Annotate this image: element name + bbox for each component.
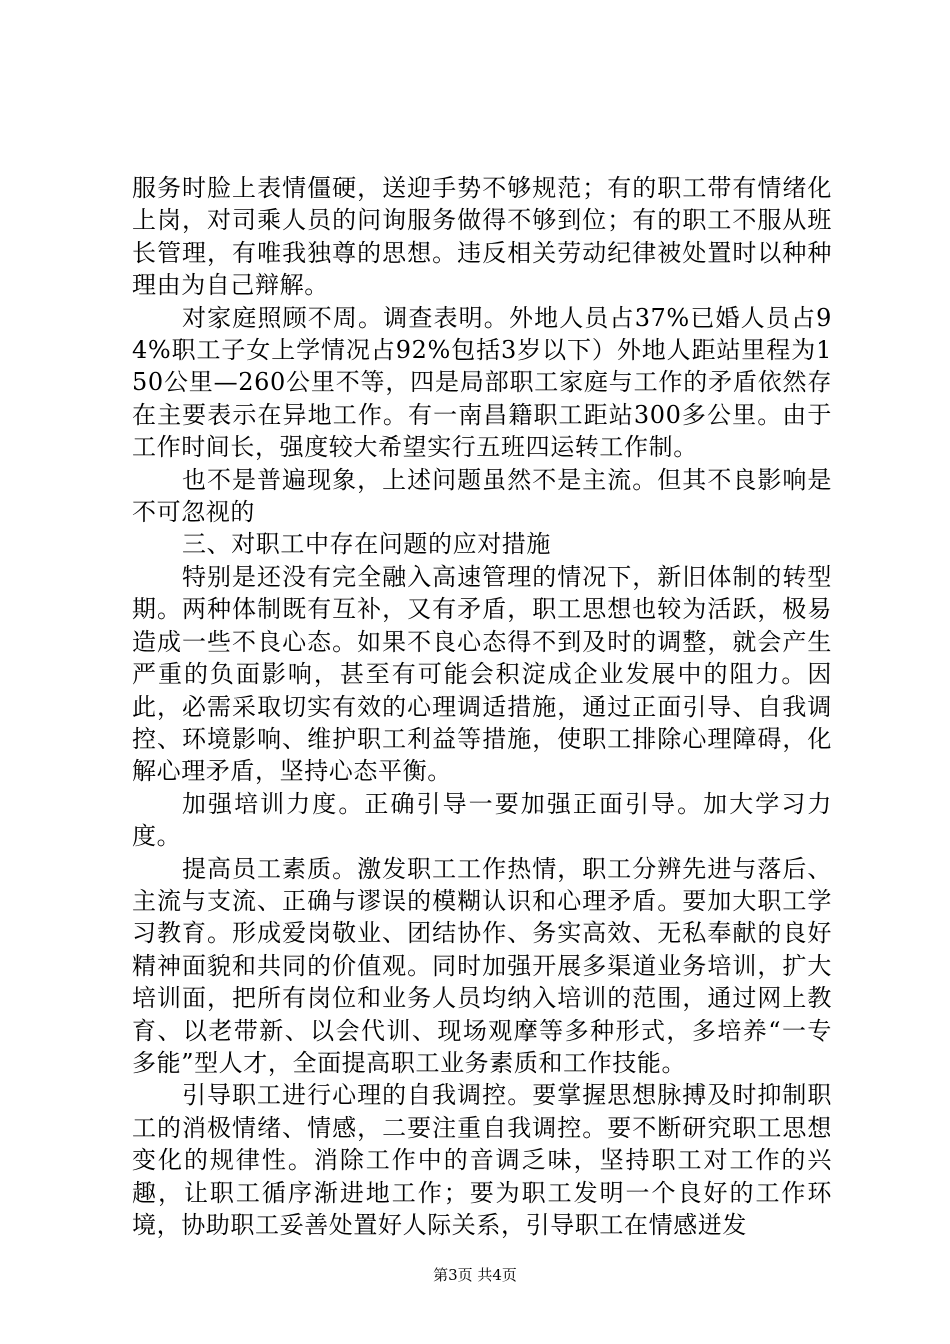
section-heading-measures: 三、对职工中存在问题的应对措施 bbox=[182, 530, 551, 559]
paragraph-impact-note: 也不是普遍现象，上述问题虽然不是主流。但其不良影响是不可忽视的 bbox=[132, 465, 832, 527]
document-body bbox=[132, 172, 832, 1241]
paragraph-self-regulation: 引导职工进行心理的自我调控。要掌握思想脉搏及时抑制职工的消极情绪、情感，二要注重自我调控。要不断研究职工思想变化的规律性。消除工作中的音调乏味，坚持职工对工作的兴趣，让职工循序渐进地工作；要为职工发明一个良好的工作环境，协助职工妥善处置好人际关系，引导职工在情感迸发 bbox=[132, 1081, 832, 1239]
paragraph-transition-period: 特别是还没有完全融入高速管理的情况下，新旧体制的转型期。两种体制既有互补，又有矛盾，职工思想也较为活跃，极易造成一些不良心态。如果不良心态得不到及时的调整，就会产生严重的负面影响，甚至有可能会积淀成企业发展中的阻力。因此，必需采取切实有效的心理调适措施，通过正面引导、自我调控、环境影响、维护职工利益等措施，使职工排除心理障碍，化解心理矛盾，坚持心态平衡。 bbox=[132, 562, 832, 786]
page-number-footer: 第3页 共4页 bbox=[433, 1266, 517, 1284]
paragraph-training: 加强培训力度。正确引导一要加强正面引导。加大学习力度。 bbox=[132, 789, 832, 851]
paragraph-family-care: 对家庭照顾不周。调查表明。外地人员占37%已婚人员占94%职工子女上学情况占92%包括3岁以下）外地人距站里程为150公里—260公里不等，四是局部职工家庭与工作的矛盾依然存在主要表示在异地工作。有一南昌籍职工距站300多公里。由于工作时间长，强度较大希望实行五班四运转工作制。 bbox=[132, 303, 832, 462]
paragraph-staff-quality: 提高员工素质。激发职工工作热情，职工分辨先进与落后、主流与支流、正确与谬误的模糊认识和心理矛盾。要加大职工学习教育。形成爱岗敬业、团结协作、务实高效、无私奉献的良好精神面貌和共同的价值观。同时加强开展多渠道业务培训，扩大培训面，把所有岗位和业务人员均纳入培训的范围，通过网上教育、以老带新、以会代训、现场观摩等多种形式，多培养“一专多能”型人才，全面提高职工业务素质和工作技能。 bbox=[132, 854, 832, 1077]
paragraph-continuation: 服务时脸上表情僵硬，送迎手势不够规范；有的职工带有情绪化上岗，对司乘人员的问询服务做得不够到位；有的职工不服从班长管理，有唯我独尊的思想。违反相关劳动纪律被处置时以种种理由为自己辩解。 bbox=[132, 174, 832, 300]
